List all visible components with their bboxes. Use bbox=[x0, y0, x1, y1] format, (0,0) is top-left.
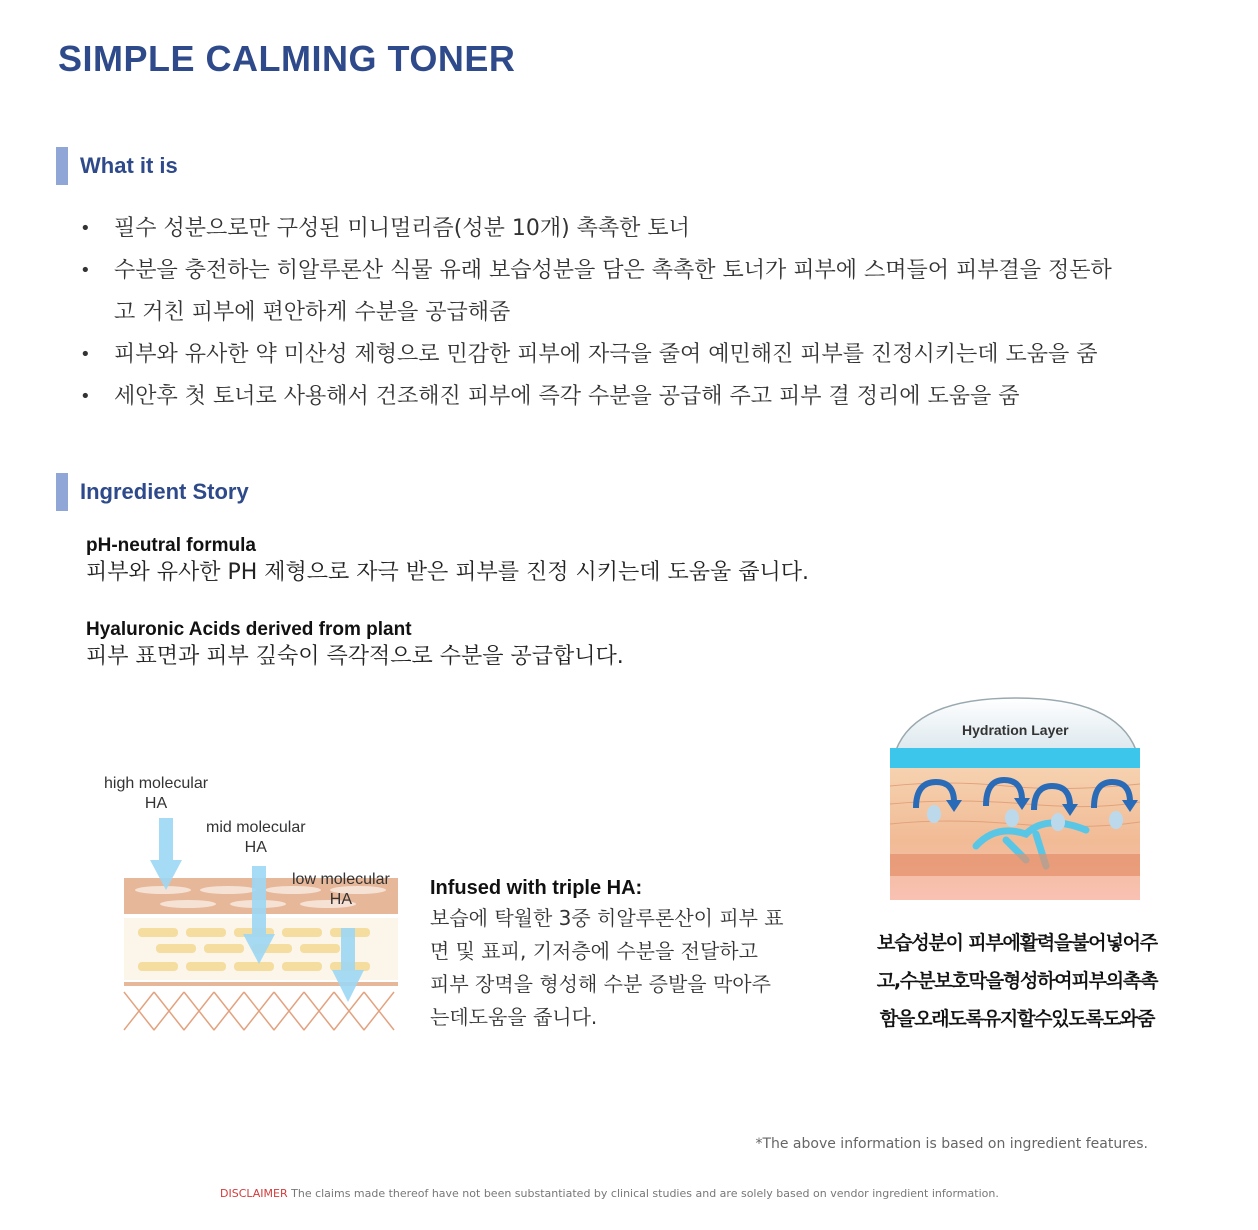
section-accent-bar bbox=[56, 147, 68, 185]
bullet-text: 세안후 첫 토너로 사용해서 건조해진 피부에 즉각 수분을 공급해 주고 피부 결 정리에 도움을 줌 bbox=[114, 384, 1020, 409]
bullet-item bbox=[80, 376, 1220, 418]
bullet-icon: • bbox=[80, 260, 91, 281]
bullet-icon: • bbox=[80, 218, 91, 239]
ingredient-description: 피부와 유사한 PH 제형으로 자극 받은 피부를 진정 시키는데 도움울 줍니다. bbox=[86, 560, 810, 585]
triple-ha-text: 보습에 탁월한 3중 히알루론산이 피부 표 면 및 표피, 기저층에 수분을 전달하고 피부 장멱을 형성해 수분 증발을 막아주 는데도움을 줍니다. bbox=[430, 906, 784, 1029]
bullet-item bbox=[80, 250, 1220, 334]
skin-layer-diagram bbox=[118, 812, 408, 1034]
bullet-text: 필수 성분으로만 구성된 미니멀리즘(성분 10개) 촉촉한 토너 bbox=[114, 216, 690, 241]
section-header-ingredient-story bbox=[56, 472, 249, 512]
feature-bullet-list bbox=[80, 208, 1220, 418]
section-title: What it is bbox=[80, 153, 178, 178]
bullet-text-line: 수분을 충전하는 히알루론산 식물 유래 보습성분을 담은 촉촉한 토너가 피부에 스며들어 피부결을 정돈하 bbox=[114, 258, 1112, 283]
hydration-barrier-band bbox=[890, 748, 1140, 768]
section-title: Ingredient Story bbox=[80, 479, 249, 504]
ingredient-item bbox=[86, 534, 809, 588]
dermis-mesh bbox=[124, 992, 394, 1030]
ingredient-name: Hyaluronic Acids derived from plant bbox=[86, 619, 412, 640]
triple-ha-heading: Infused with triple HA: bbox=[430, 877, 643, 899]
hydration-layer-label: Hydration Layer bbox=[962, 722, 1069, 738]
bullet-icon: • bbox=[80, 344, 91, 365]
page-title: SIMPLE CALMING TONER bbox=[58, 38, 516, 79]
disclaimer-text: The claims made thereof have not been substantiated by clinical studies and are solely based on vendor ingredient information. bbox=[287, 1187, 999, 1200]
disclaimer bbox=[220, 1187, 999, 1200]
hydration-caption: 보습성분이 피부에활력을불어넣어주 고,수분보호막을형성하여피부의촉촉 함을오래도록유지할수있도록도와줌 bbox=[876, 932, 1158, 1030]
ingredient-name: pH-neutral formula bbox=[86, 535, 256, 556]
basal-cell-row bbox=[890, 854, 1140, 876]
low-molecular-label: low molecular HA bbox=[292, 871, 390, 908]
ingredient-description: 피부 표면과 피부 깊숙이 즉각적으로 수분을 공급합니다. bbox=[86, 644, 624, 669]
bullet-item bbox=[80, 334, 1220, 376]
bullet-icon: • bbox=[80, 386, 91, 407]
section-header-what-it-is bbox=[56, 146, 178, 186]
mid-molecular-label: mid molecular HA bbox=[206, 819, 306, 856]
bullet-text: 피부와 유사한 약 미산성 제형으로 민감한 피부에 자극을 줄여 예민해진 피부를 진정시키는데 도움을 줌 bbox=[114, 342, 1098, 367]
ingredient-note: *The above information is based on ingredient features. bbox=[755, 1136, 1148, 1152]
bullet-text-line: 고 거친 피부에 편안하게 수분을 공급해줌 bbox=[114, 300, 511, 325]
bullet-item bbox=[80, 208, 1220, 250]
high-molecular-label: high molecular HA bbox=[104, 775, 209, 812]
disclaimer-label: DISCLAIMER bbox=[220, 1187, 288, 1200]
triple-ha-description bbox=[430, 874, 830, 1034]
section-accent-bar bbox=[56, 473, 68, 511]
ingredient-item bbox=[86, 618, 624, 672]
